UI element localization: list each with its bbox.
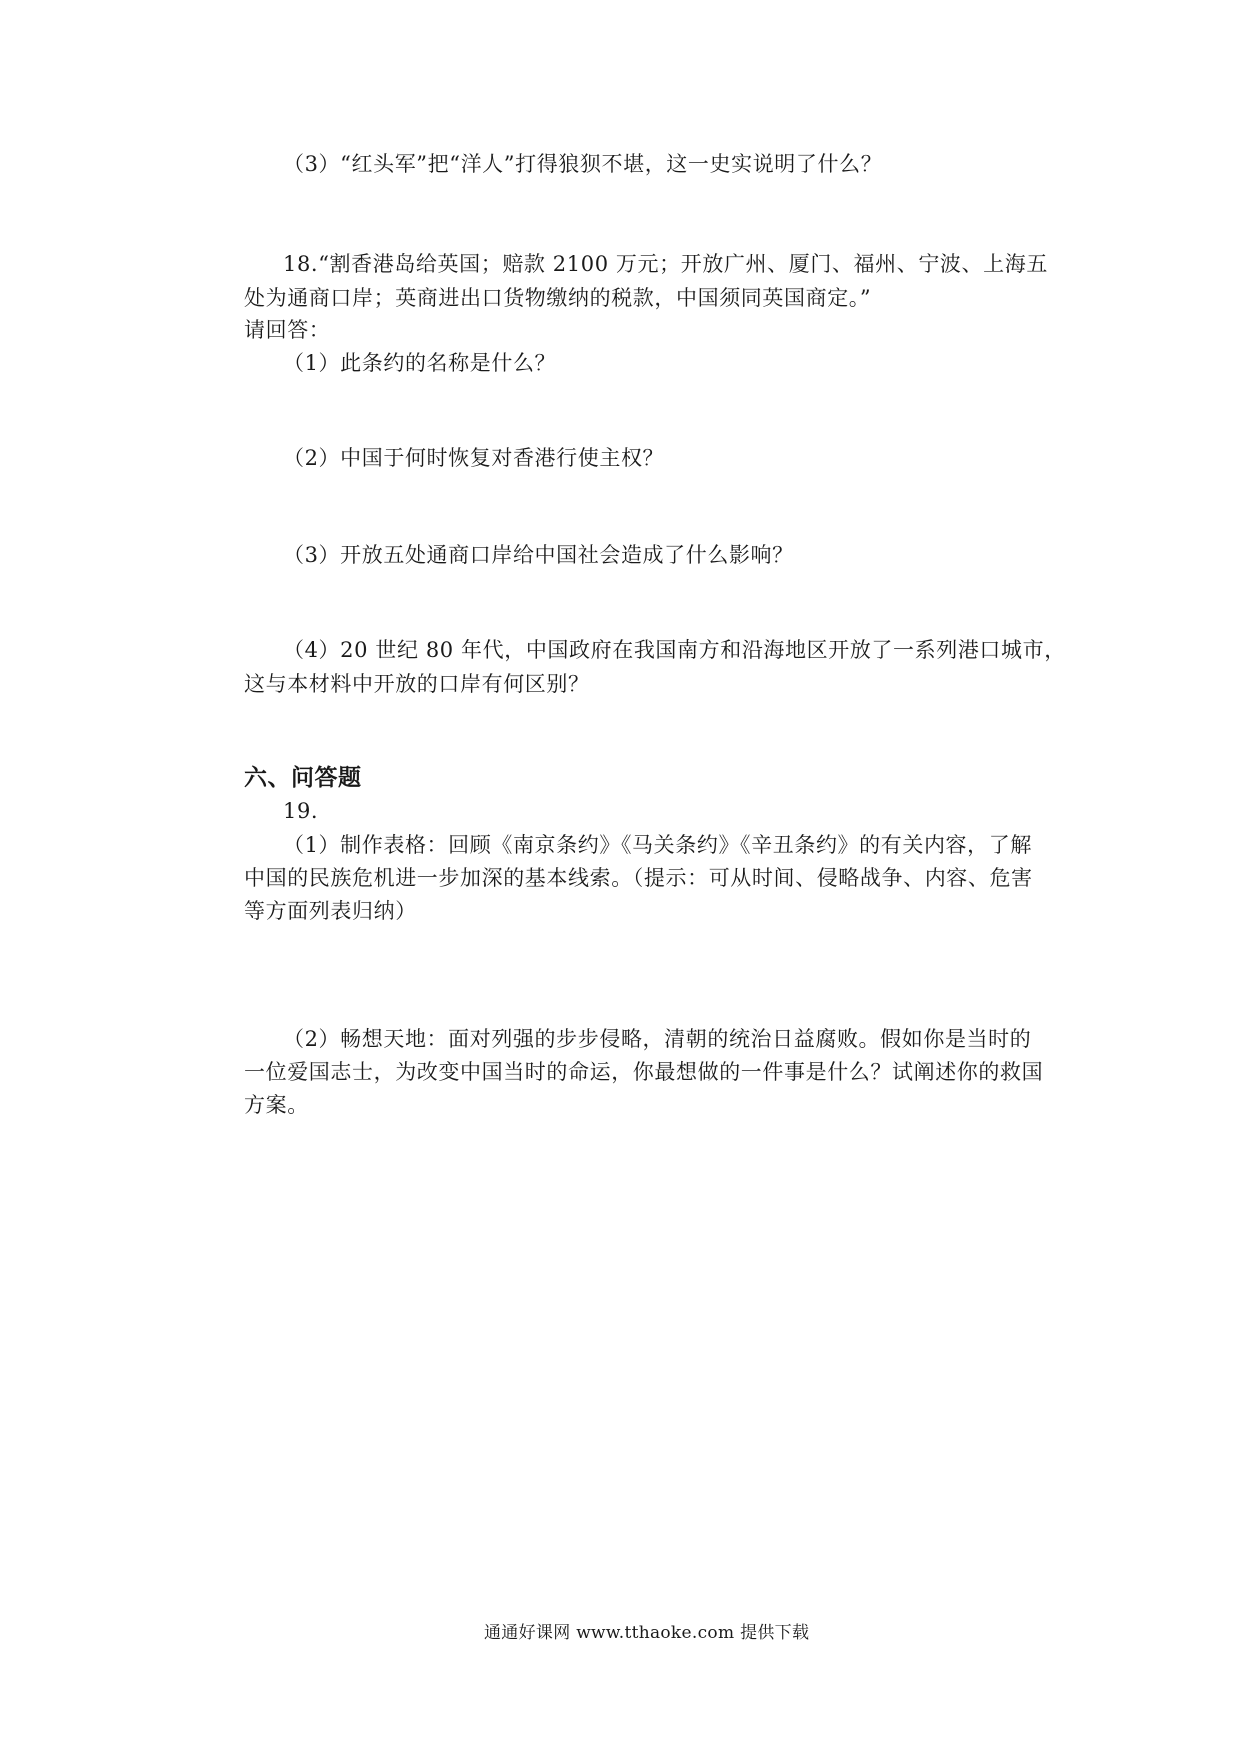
section-heading: 六、问答题 xyxy=(244,765,362,791)
q19-part2-line3: 方案。 xyxy=(244,1093,309,1117)
q18-part1: （1）此条约的名称是什么？ xyxy=(283,351,557,375)
q18-part4-line2: 这与本材料中开放的口岸有何区别？ xyxy=(244,672,590,696)
q17-part3: （3）“红头军”把“洋人”打得狼狈不堪，这一史实说明了什么？ xyxy=(283,152,883,176)
footer-text: 通通好课网 www.tthaoke.com 提供下载 xyxy=(484,1623,810,1643)
q19-part2-line2: 一位爱国志士，为改变中国当时的命运，你最想做的一件事是什么？试阐述你的救国 xyxy=(244,1060,1044,1084)
q18-intro-line2: 处为通商口岸；英商进出口货物缴纳的税款，中国须同英国商定。” xyxy=(244,286,872,310)
q19-part1-line3: 等方面列表归纳） xyxy=(244,899,417,923)
q18-part2: （2）中国于何时恢复对香港行使主权？ xyxy=(283,446,665,470)
q19-part1-line1: （1）制作表格：回顾《南京条约》《马关条约》《辛丑条约》的有关内容，了解 xyxy=(283,833,1032,857)
q18-part4-line1: （4）20 世纪 80 年代，中国政府在我国南方和沿海地区开放了一系列港口城市， xyxy=(283,638,1066,662)
q18-part3: （3）开放五处通商口岸给中国社会造成了什么影响？ xyxy=(283,543,794,567)
q18-prompt: 请回答： xyxy=(244,318,331,342)
q19-part1-line2: 中国的民族危机进一步加深的基本线索。（提示：可从时间、侵略战争、内容、危害 xyxy=(244,866,1033,890)
q18-intro-line1: 18.“割香港岛给英国；赔款 2100 万元；开放广州、厦门、福州、宁波、上海五 xyxy=(283,252,1048,276)
q19-number: 19. xyxy=(283,799,319,823)
q19-part2-line1: （2）畅想天地：面对列强的步步侵略，清朝的统治日益腐败。假如你是当时的 xyxy=(283,1027,1032,1051)
